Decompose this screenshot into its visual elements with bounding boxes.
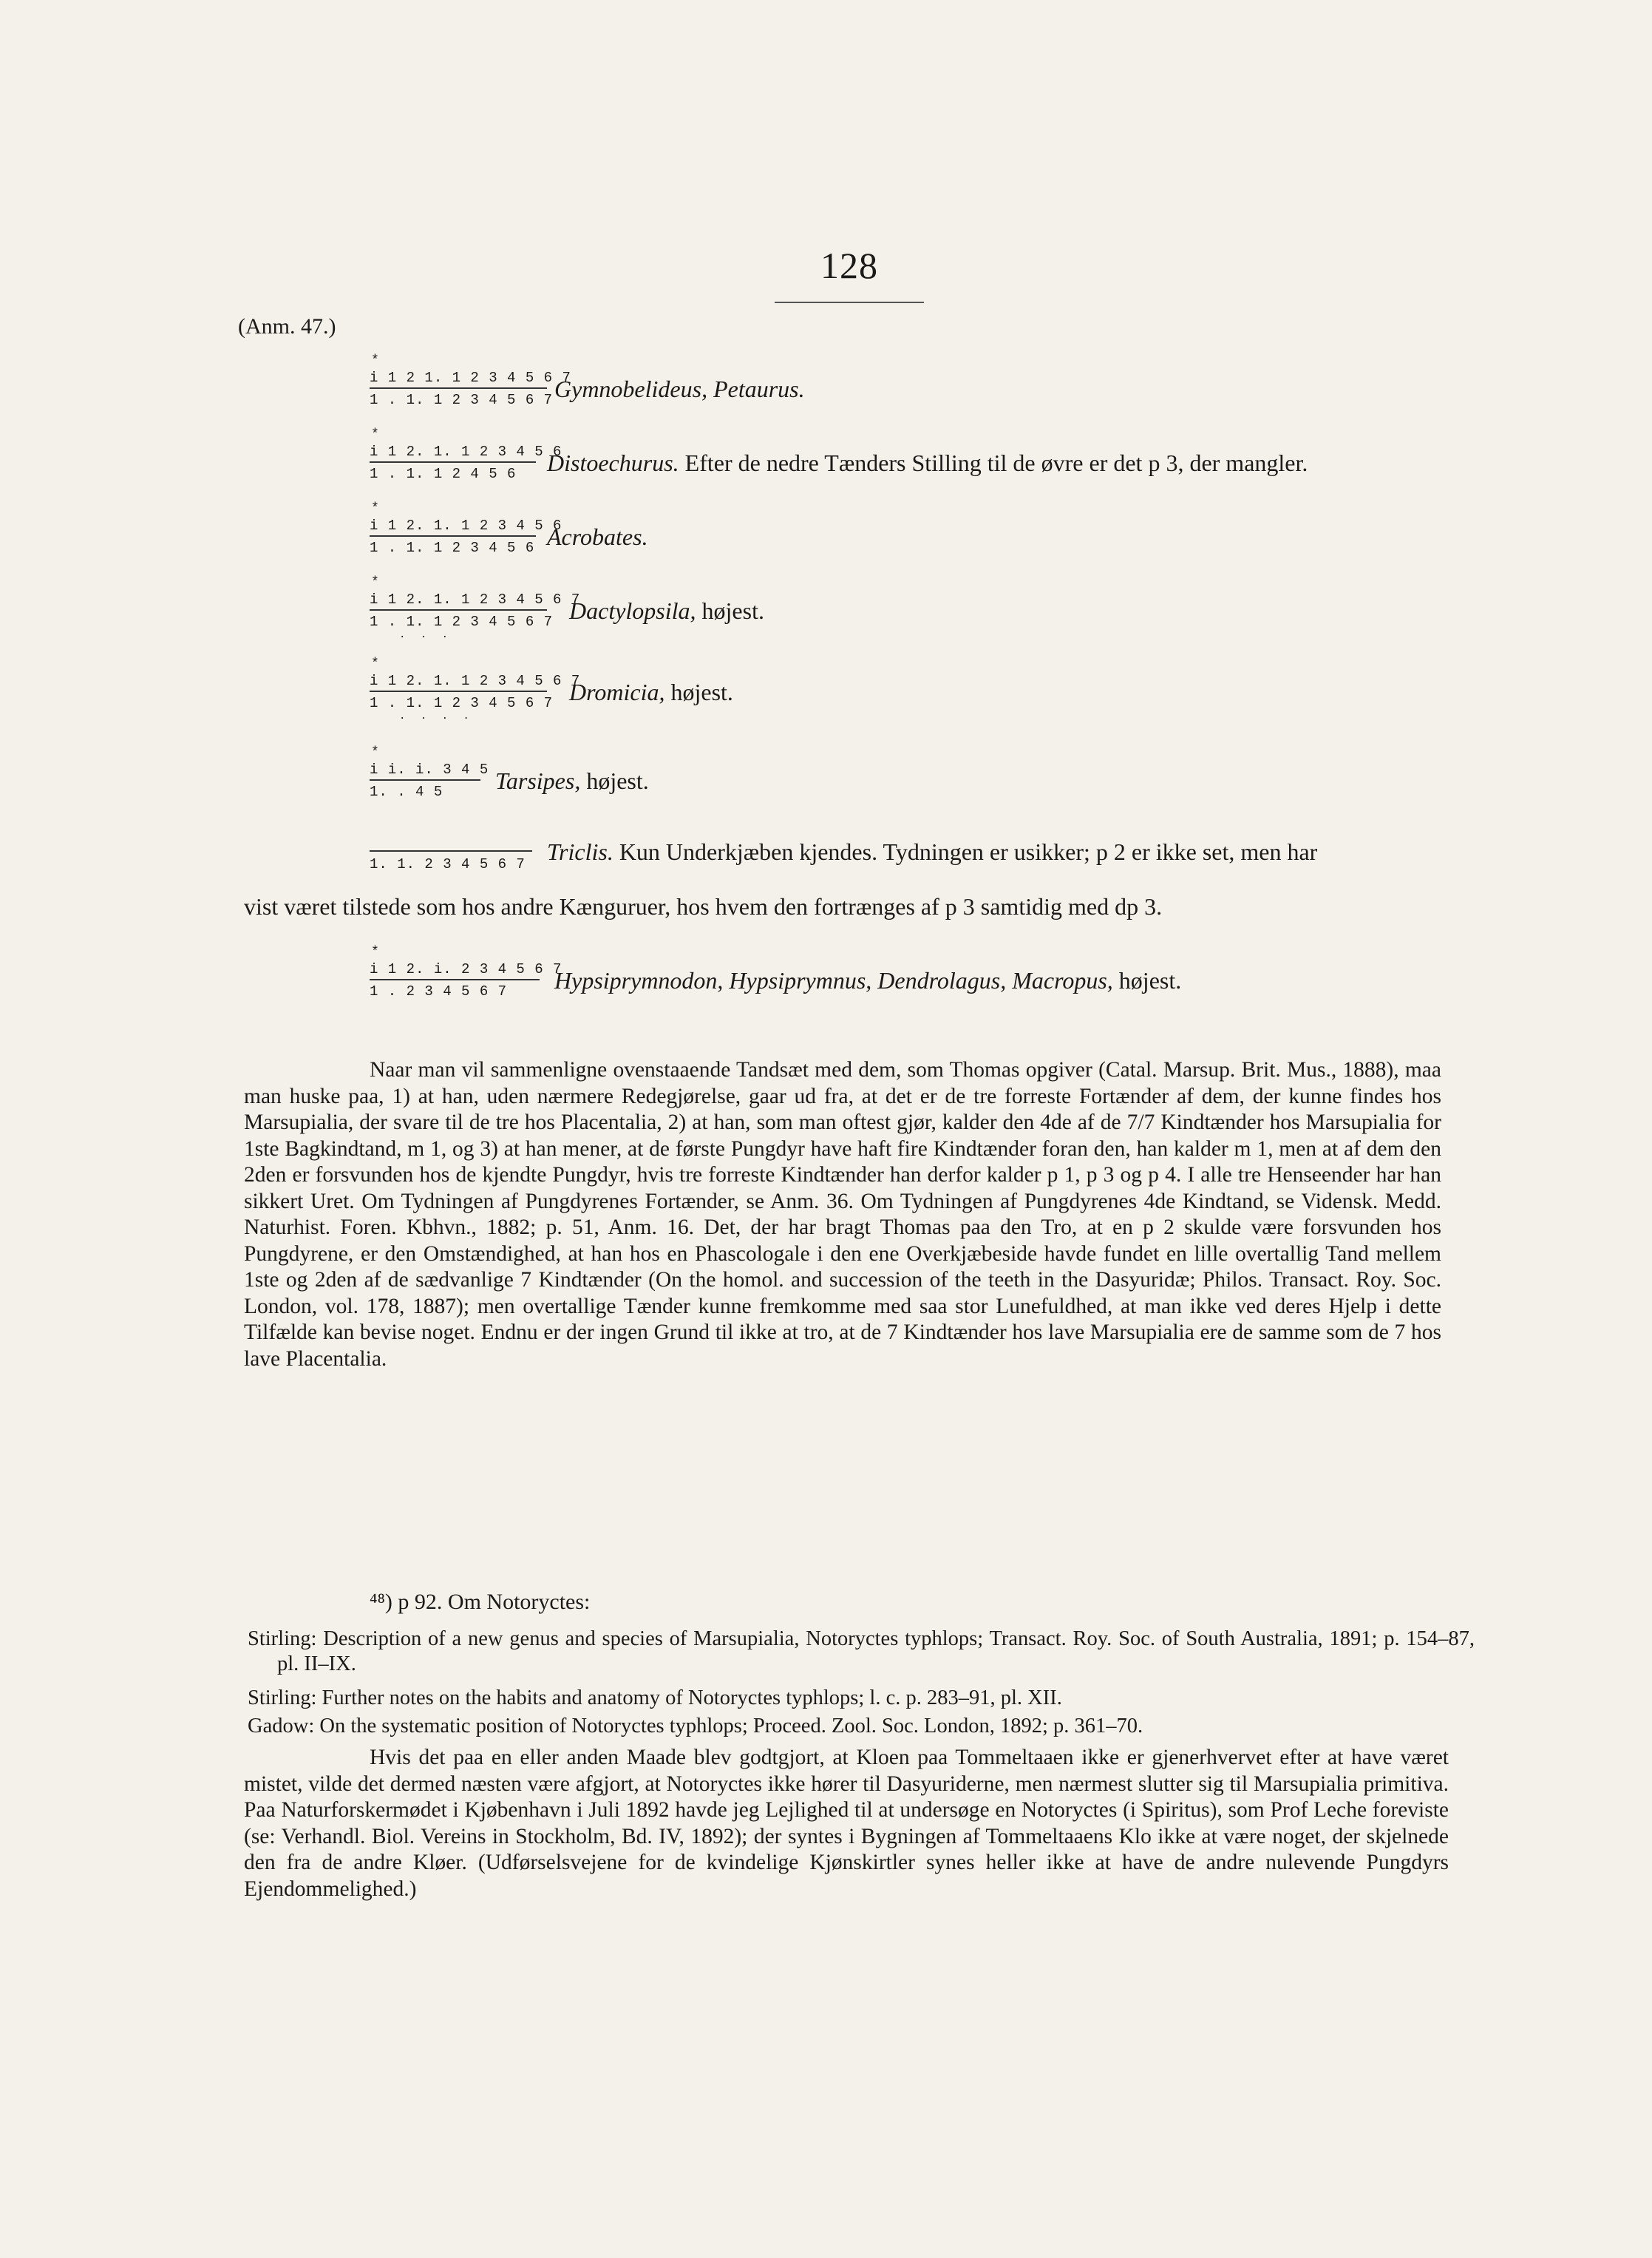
note-48-body: Hvis det paa en eller anden Maade blev godtgjort, at Kloen paa Tommeltaaen ikke er gjenerhvervet efter at have været mistet, vilde det dermed næsten være afgjort, at Notoryctes ikke hører til Dasyuriderne, men nærmest slutter sig til Marsupialia primitiva. Paa Naturforskermødet i Kjøbenhavn i Juli 1892 havde jeg Lejlighed til at undersøge en Notoryctes (i Spiritus), som Prof Leche foreviste (se: Verhandl. Biol. Vereins in Stockholm, Bd. IV, 1892); der syntes i Bygningen af Tommeltaaens Klo ikke at være noget, der skjelnede den fra de andre Kløer. (Udførselsvejene for de kvindelige Kjønskirtler synes heller ikke at have de andre nulevende Pungdyrs Ejendommelighed.) (244, 1746, 1449, 1901)
formula-lower: 1. 1. 2 3 4 5 6 7 (370, 856, 526, 872)
formula-row-acrobates (370, 501, 1560, 577)
formula-bar (370, 535, 536, 537)
genus-names: Hypsiprymnodon, Hypsiprymnus, Dendrolagus, Macropus, (554, 967, 1113, 994)
triclis-text-line2: vist været tilstede som hos andre Kænguruer, hos hvem den fortrænges af p 3 samtidig med dp 3. (244, 893, 1163, 920)
formula-row-dromicia (370, 657, 1560, 732)
formula-upper: i 1 2. 1. 1 2 3 4 5 6 (370, 518, 562, 534)
formula-upper: i i. i. 3 4 5 (370, 762, 489, 778)
genus-names: Gymnobelideus, Petaurus. (554, 376, 805, 402)
formula-bar (370, 691, 547, 692)
formula-description (554, 376, 805, 403)
formula-description (569, 597, 764, 625)
formula-note: højest. (586, 767, 649, 794)
formula-bar (370, 850, 532, 852)
formula-row-distoechurus (370, 427, 1560, 503)
formula-note: højest. (670, 679, 733, 705)
formula-bar (370, 387, 547, 389)
formula-note: højest. (701, 597, 764, 624)
formula-dots: · · · · (399, 713, 474, 725)
genus-names: Dromicia, (569, 679, 665, 705)
formula-star: * (371, 575, 379, 590)
formula-upper: i 1 2. 1. 1 2 3 4 5 6 7 (370, 591, 581, 608)
reference-1: Stirling: Description of a new genus and species of Marsupialia, Notoryctes typhlops; Transact. Roy. Soc. of South Australia, 1891; p. 154–87, pl. II–IX. (248, 1627, 1475, 1675)
formula-description (495, 767, 649, 795)
formula-star: * (371, 745, 379, 760)
genus-names: Distoechurus. (547, 450, 679, 476)
formula-star: * (371, 427, 379, 442)
formula-row-macropus (370, 945, 1560, 1020)
formula-lower: 1 . 1. 1 2 3 4 5 6 7 (370, 614, 554, 630)
formula-note: Efter de nedre Tænders Stilling til de øvre er det p 3, der mangler. (684, 450, 1308, 476)
main-paragraph: Naar man vil sammenligne ovenstaaende Tandsæt med dem, som Thomas opgiver (Catal. Marsup. Brit. Mus., 1888), maa man huske paa, 1) at han, uden nærmere Redegjørelse, gaar ud fra, at det er de tre forreste Fortænder af dem, der kunne findes hos Marsupialia, der svare til de tre hos Placentalia, 2) at han, som man oftest gjør, kalder den 4de af de 7/7 Kindtænder hos Marsupialia for 1ste Bagkindtand, m 1, og 3) at han mener, at de første Pungdyr have haft fire Kindtænder foran den, han kalder m 1, men at af dem den 2den er forsvunden hos de kjendte Pungdyr, hvis tre forreste Kindtænder han derfor kalder p 1, p 3 og p 4. I alle tre Henseender har han sikkert Uret. Om Tydningen af Pungdyrenes Fortænder, se Anm. 36. Om Tydningen af Pungdyrenes 4de Kindtand, se Vidensk. Medd. Naturhist. Foren. Kbhvn., 1882; p. 51, Anm. 16. Det, der har bragt Thomas paa den Tro, at en p 2 skulde være forsvunden hos Pungdyrene, er den Omstændighed, at han hos en Phascologale i den ene Overkjæbeside havde fundet en lille overtallig Tand mellem 1ste og 2den af de sædvanlige 7 Kindtænder (On the homol. and succession of the teeth in the Dasyuridæ; Philos. Transact. Roy. Soc. London, vol. 178, 1887); men overtallige Tænder kunne fremkomme med saa stor Lunefuldhed, at man ikke ved deres Hjelp i dette Tilfælde kan bevise noget. Endnu er der ingen Grund til ikke at tro, at de 7 Kindtænder hos lave Marsupialia ere de samme som de 7 hos lave Placentalia. (244, 1058, 1441, 1371)
genus-names: Triclis. (547, 838, 613, 865)
formula-lower: 1 . 1. 1 2 3 4 5 6 7 (370, 695, 554, 711)
formula-bar (370, 609, 547, 611)
formula-lower: 1 . 1. 1 2 4 5 6 (370, 466, 517, 482)
page-number: 128 (820, 245, 878, 286)
formula-star: * (371, 501, 379, 516)
reference-3: Gadow: On the systematic position of Notoryctes typhlops; Proceed. Zool. Soc. London, 1892; p. 361–70. (248, 1715, 1143, 1737)
formula-description (569, 679, 733, 706)
formula-lower: 1 . 1. 1 2 3 4 5 6 7 (370, 392, 554, 408)
formula-row-gymnobelideus (370, 353, 1560, 429)
formula-description (547, 450, 1308, 477)
formula-upper: i 1 2. i. 2 3 4 5 6 7 (370, 961, 562, 977)
formula-row-dactylopsila (370, 575, 1560, 651)
formula-bar (370, 779, 480, 781)
formula-upper: i 1 2. 1. 1 2 3 4 5 6 (370, 444, 562, 460)
triclis-text-line1: Triclis. Kun Underkjæben kjendes. Tydningen er usikker; p 2 er ikke set, men har (547, 838, 1318, 865)
formula-description (554, 967, 1181, 994)
formula-lower: 1 . 2 3 4 5 6 7 (370, 983, 508, 1000)
reference-2: Stirling: Further notes on the habits and anatomy of Notoryctes typhlops; l. c. p. 283–91, pl. XII. (248, 1686, 1062, 1709)
note-48-header: ⁴⁸) p 92. Om Notoryctes: (370, 1590, 591, 1614)
formula-lower: 1. . 4 5 (370, 784, 443, 800)
formula-star: * (371, 657, 379, 671)
formula-bar (370, 461, 536, 463)
page-number-rule (775, 302, 924, 303)
formula-lower: 1 . 1. 1 2 3 4 5 6 (370, 540, 535, 556)
genus-names: Tarsipes, (495, 767, 581, 794)
formula-star: * (371, 945, 379, 960)
formula-row-tarsipes (370, 745, 1560, 821)
formula-note: højest. (1118, 967, 1182, 994)
formula-upper: i 1 2 1. 1 2 3 4 5 6 7 (370, 370, 571, 386)
formula-star: * (371, 353, 379, 368)
formula-description (547, 523, 648, 551)
genus-names: Acrobates. (547, 523, 648, 550)
formula-upper: i 1 2. 1. 1 2 3 4 5 6 7 (370, 673, 581, 689)
formula-dots: · · · (399, 631, 453, 643)
annotation-reference: (Anm. 47.) (238, 314, 336, 339)
genus-names: Dactylopsila, (569, 597, 696, 624)
formula-bar (370, 979, 540, 980)
